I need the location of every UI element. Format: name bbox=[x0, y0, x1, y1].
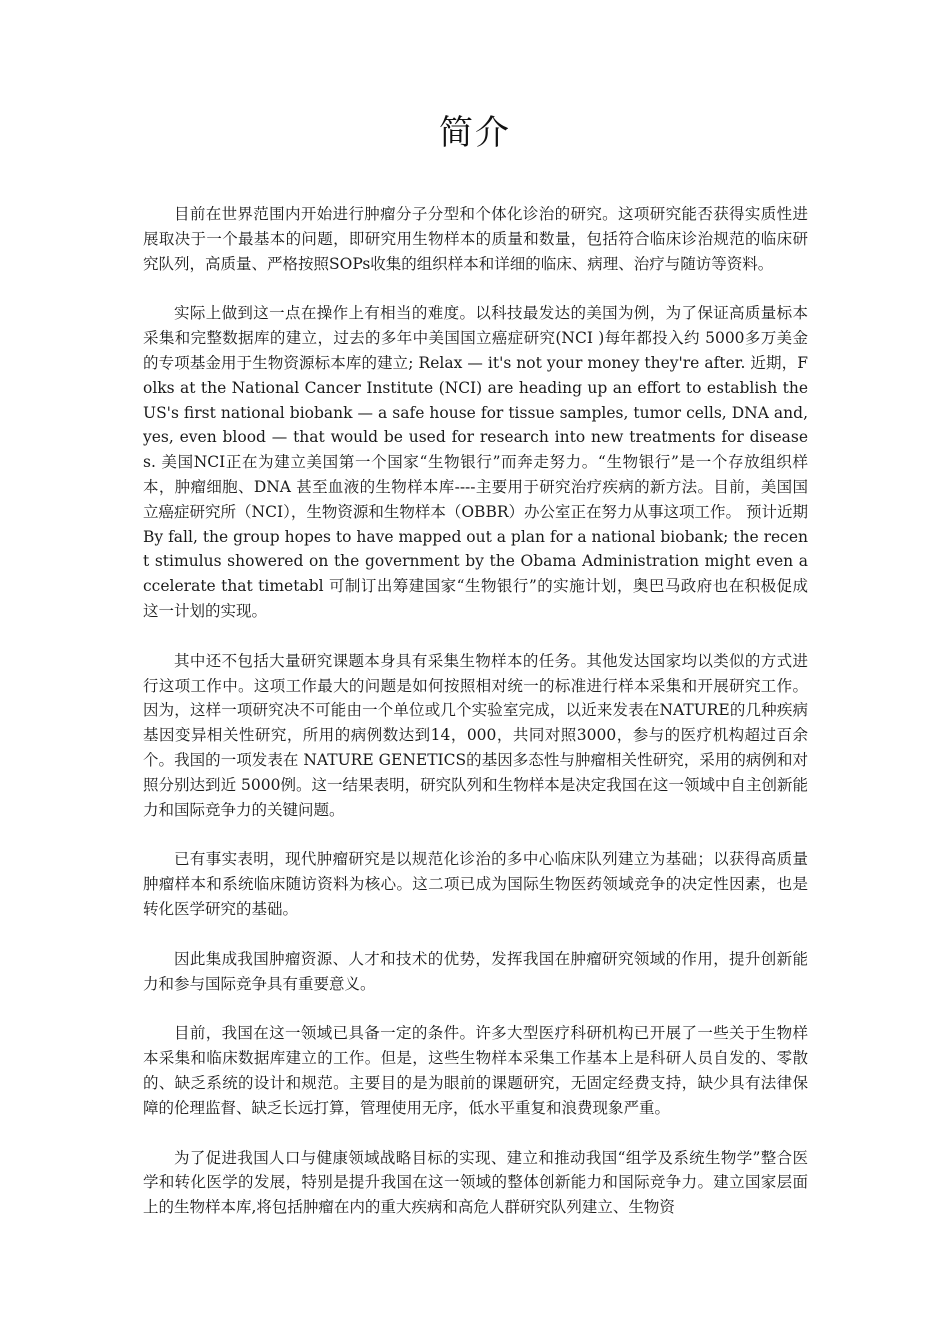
paragraph-us-nci-biobank: 实际上做到这一点在操作上有相当的难度。以科技最发达的美国为例，为了保证高质量标本采集和完整数据库的建立，过去的多年中美国国立癌症研究(NCI )每年都投入约 5000多万美金的专项基金用于生物资源标本库的建立; Relax — it's not your money they're after. 近期，Folks at the National Cancer Institute (NCI) are heading up an effort to establish the US's first national biobank — a safe house for tissue samples, tumor cells, DNA and, yes, even blood — that would be used for research into new treatments for diseases. 美国NCI正在为建立美国第一个国家“生物银行”而奔走努力。“生物银行”是一个存放组织样本，肿瘤细胞、DNA 甚至血液的生物样本库----主要用于研究治疗疾病的新方法。目前，美国国立癌症研究所（NCI），生物资源和生物样本（OBBR）办公室正在努力从事这项工作。 预计近期 By fall, the group hopes to have mapped out a plan for a national biobank; the recent stimulus showered on the government by the Obama Administration might even accelerate that timetabl 可制订出筹建国家“生物银行”的实施计划，奥巴马政府也在积极促成这一计划的实现。 bbox=[143, 304, 809, 620]
paragraph-national-goals: 为了促进我国人口与健康领域战略目标的实现、建立和推动我国“组学及系统生物学”整合医学和转化医学的发展，特别是提升我国在这一领域的整体创新能力和国际竞争力。建立国家层面上的生物样本库,将包括肿瘤在内的重大疾病和高危人群研究队列建立、生物资 bbox=[143, 1148, 808, 1217]
paragraph-current-status: 目前，我国在这一领域已具备一定的条件。许多大型医疗科研机构已开展了一些关于生物样本采集和临床数据库建立的工作。但是，这些生物样本采集工作基本上是科研人员自发的、零散的、缺乏系统的设计和规范。主要目的是为眼前的课题研究，无固定经费支持，缺少具有法律保障的伦理监督、缺乏长远打算，管理使用无序，低水平重复和浪费现象严重。 bbox=[143, 1024, 808, 1117]
paragraph-intro: 目前在世界范围内开始进行肿瘤分子分型和个体化诊治的研究。这项研究能否获得实质性进展取决于一个最基本的问题，即研究用生物样本的质量和数量，包括符合临床诊治规范的临床研究队列，高质量、严格按照SOPs收集的组织样本和详细的临床、病理、治疗与随访等资料。 bbox=[143, 205, 808, 273]
paragraph-other-countries: 其中还不包括大量研究课题本身具有采集生物样本的任务。其他发达国家均以类似的方式进行这项工作中。这项工作最大的问题是如何按照相对统一的标准进行样本采集和开展研究工作。因为，这样一项研究决不可能由一个单位或几个实验室完成，以近来发表在NATURE的几种疾病基因变异相关性研究，所用的病例数达到14，000，共同对照3000，参与的医疗机构超过百余个。我国的一项发表在 NATURE GENETICS的基因多态性与肿瘤相关性研究，采用的病例和对照分别达到近 5000例。这一结果表明，研究队列和生物样本是决定我国在这一领域中自主创新能力和国际竞争力的关键问题。 bbox=[143, 651, 808, 819]
paragraph-evidence: 已有事实表明，现代肿瘤研究是以规范化诊治的多中心临床队列建立为基础；以获得高质量肿瘤样本和系统临床随访资料为核心。这二项已成为国际生物医药领域竞争的决定性因素，也是转化医学研究的基础。 bbox=[143, 850, 808, 918]
document-body bbox=[143, 202, 808, 1245]
document-title: 简介 bbox=[439, 113, 511, 153]
paragraph-significance: 因此集成我国肿瘤资源、人才和技术的优势，发挥我国在肿瘤研究领域的作用，提升创新能力和参与国际竞争具有重要意义。 bbox=[143, 949, 808, 993]
